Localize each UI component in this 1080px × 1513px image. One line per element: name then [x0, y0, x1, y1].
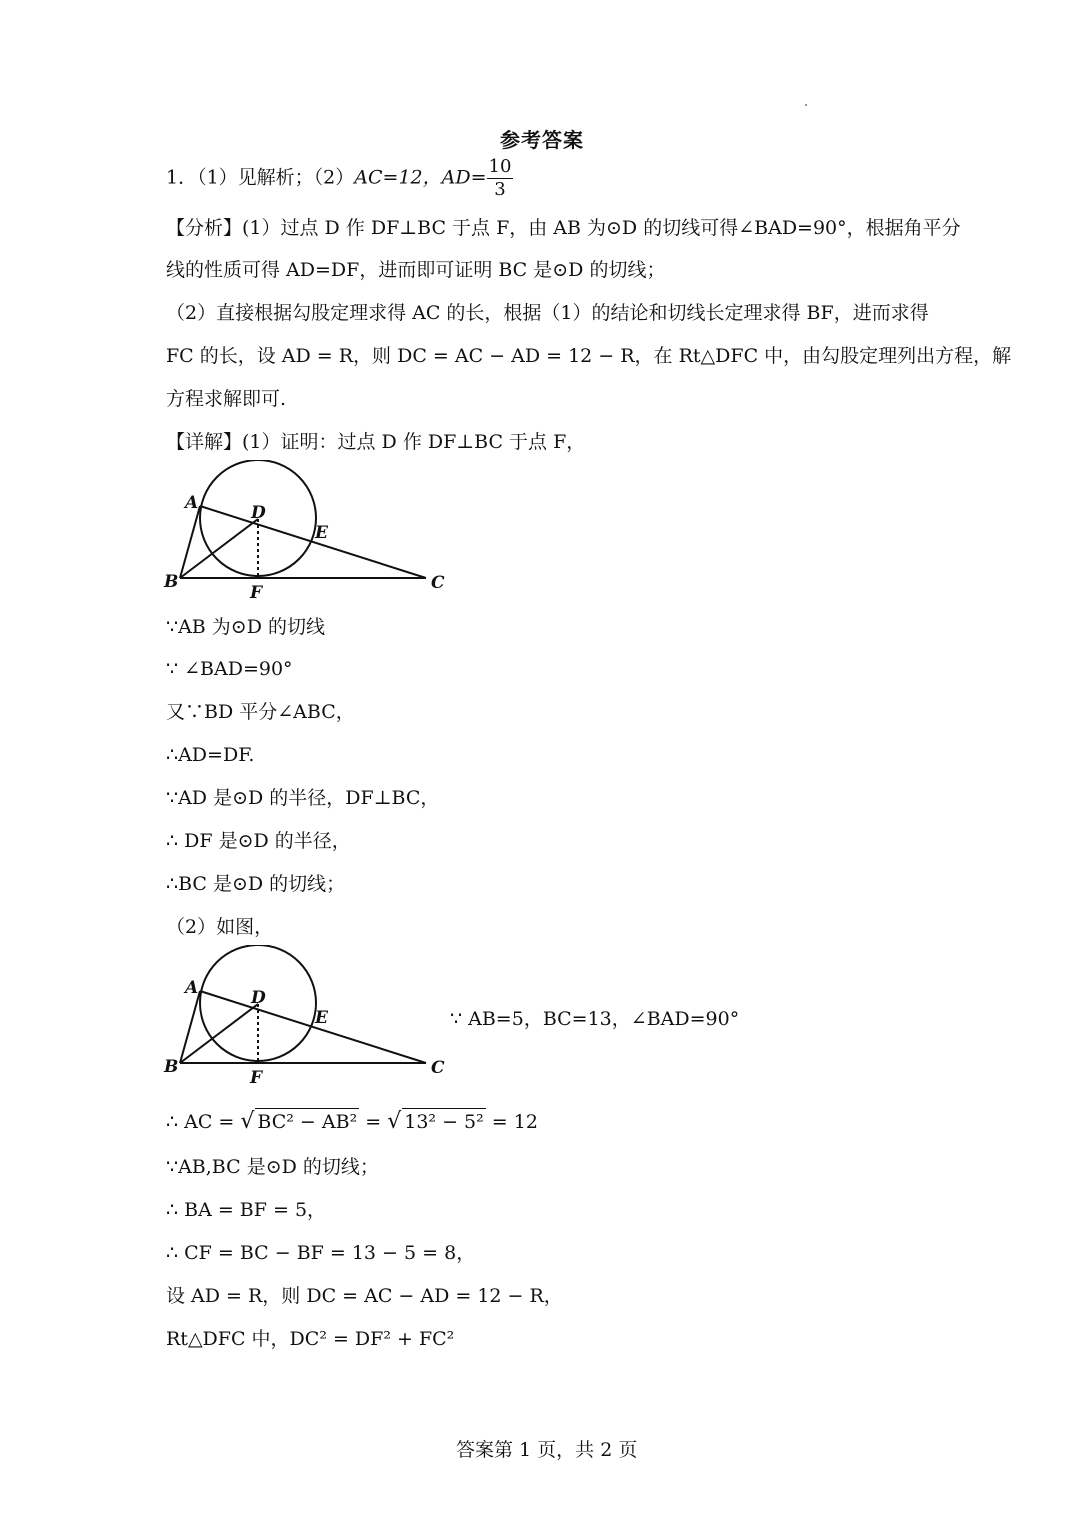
scan-speck: [805, 104, 807, 106]
label-b: B: [164, 572, 179, 592]
segment-ab: [180, 506, 200, 578]
ac-prefix: ∴ AC =: [166, 1111, 241, 1133]
analysis-line-2: 线的性质可得 AD=DF，进而即可证明 BC 是⊙D 的切线；: [166, 259, 666, 281]
answer-ad-fraction: [487, 156, 514, 201]
step-7: ∴BC 是⊙D 的切线；: [166, 873, 346, 895]
page-footer: 答案第 1 页，共 2 页: [456, 1439, 638, 1461]
part2-header: （2）如图，: [166, 916, 274, 938]
segment-ac: [200, 506, 426, 578]
step-1: ∵AB 为⊙D 的切线: [166, 616, 326, 638]
label-e: E: [315, 1008, 328, 1028]
label-c: C: [431, 573, 445, 593]
answer-prefix: 1．（1）见解析；（2）: [166, 166, 355, 189]
segment-ab: [180, 991, 200, 1063]
segment-bd: [180, 1004, 258, 1063]
analysis-line-3: （2）直接根据勾股定理求得 AC 的长，根据（1）的结论和切线长定理求得 BF，进而求得: [166, 302, 929, 324]
sqrt-sign-icon: √: [387, 1109, 402, 1134]
detail-header: 【详解】(1）证明：过点 D 作 DF⊥BC 于点 F，: [166, 431, 586, 453]
label-a: A: [185, 978, 199, 998]
label-f: F: [250, 583, 263, 603]
label-f: F: [250, 1068, 263, 1088]
segment-bd: [180, 519, 258, 578]
sqrt-sign-icon: √: [240, 1109, 255, 1134]
ac-mid: =: [359, 1111, 388, 1133]
step-6: ∴ DF 是⊙D 的半径，: [166, 830, 351, 852]
ac-computation: [166, 1108, 538, 1135]
radicand-2: 13² − 5²: [402, 1108, 486, 1135]
radicand-1: BC² − AB²: [255, 1108, 359, 1135]
step2-1: ∵AB,BC 是⊙D 的切线；: [166, 1156, 379, 1178]
segment-ac: [200, 991, 426, 1063]
fraction-numerator: 10: [488, 156, 512, 177]
step-4: ∴AD=DF.: [166, 744, 255, 766]
geometry-figure-2: [158, 945, 458, 1094]
geometry-figure-1: [158, 460, 458, 609]
ac-result: = 12: [485, 1111, 538, 1133]
page-title: 参考答案: [500, 128, 584, 152]
analysis-line-5: 方程求解即可.: [166, 388, 287, 410]
analysis-line-1: 【分析】(1）过点 D 作 DF⊥BC 于点 F，由 AB 为⊙D 的切线可得∠BAD=90°，根据角平分: [166, 217, 961, 239]
step2-5: Rt△DFC 中，DC² = DF² + FC²: [166, 1328, 455, 1350]
label-e: E: [315, 523, 328, 543]
answer-ac: AC=12，: [354, 166, 442, 189]
answer-ad-label: AD=: [441, 166, 487, 189]
step2-2: ∴ BA = BF = 5，: [166, 1199, 327, 1221]
fraction-denominator: 3: [494, 179, 506, 200]
step2-3: ∴ CF = BC − BF = 13 − 5 = 8，: [166, 1242, 476, 1264]
step-5: ∵AD 是⊙D 的半径，DF⊥BC，: [166, 787, 440, 809]
step2-4: 设 AD = R，则 DC = AC − AD = 12 − R，: [166, 1285, 563, 1307]
analysis-line-4: FC 的长，设 AD = R，则 DC = AC − AD = 12 − R，在 Rt△DFC 中，由勾股定理列出方程，解: [166, 345, 1012, 367]
label-d: D: [251, 988, 266, 1008]
label-d: D: [251, 503, 266, 523]
label-b: B: [164, 1057, 179, 1077]
answer-summary: [166, 156, 513, 201]
step-3: 又∵BD 平分∠ABC，: [166, 701, 355, 723]
step-2: ∵ ∠BAD=90°: [166, 658, 293, 680]
label-a: A: [185, 493, 199, 513]
given-values: ∵ AB=5，BC=13，∠BAD=90°: [450, 1008, 740, 1030]
label-c: C: [431, 1058, 445, 1078]
